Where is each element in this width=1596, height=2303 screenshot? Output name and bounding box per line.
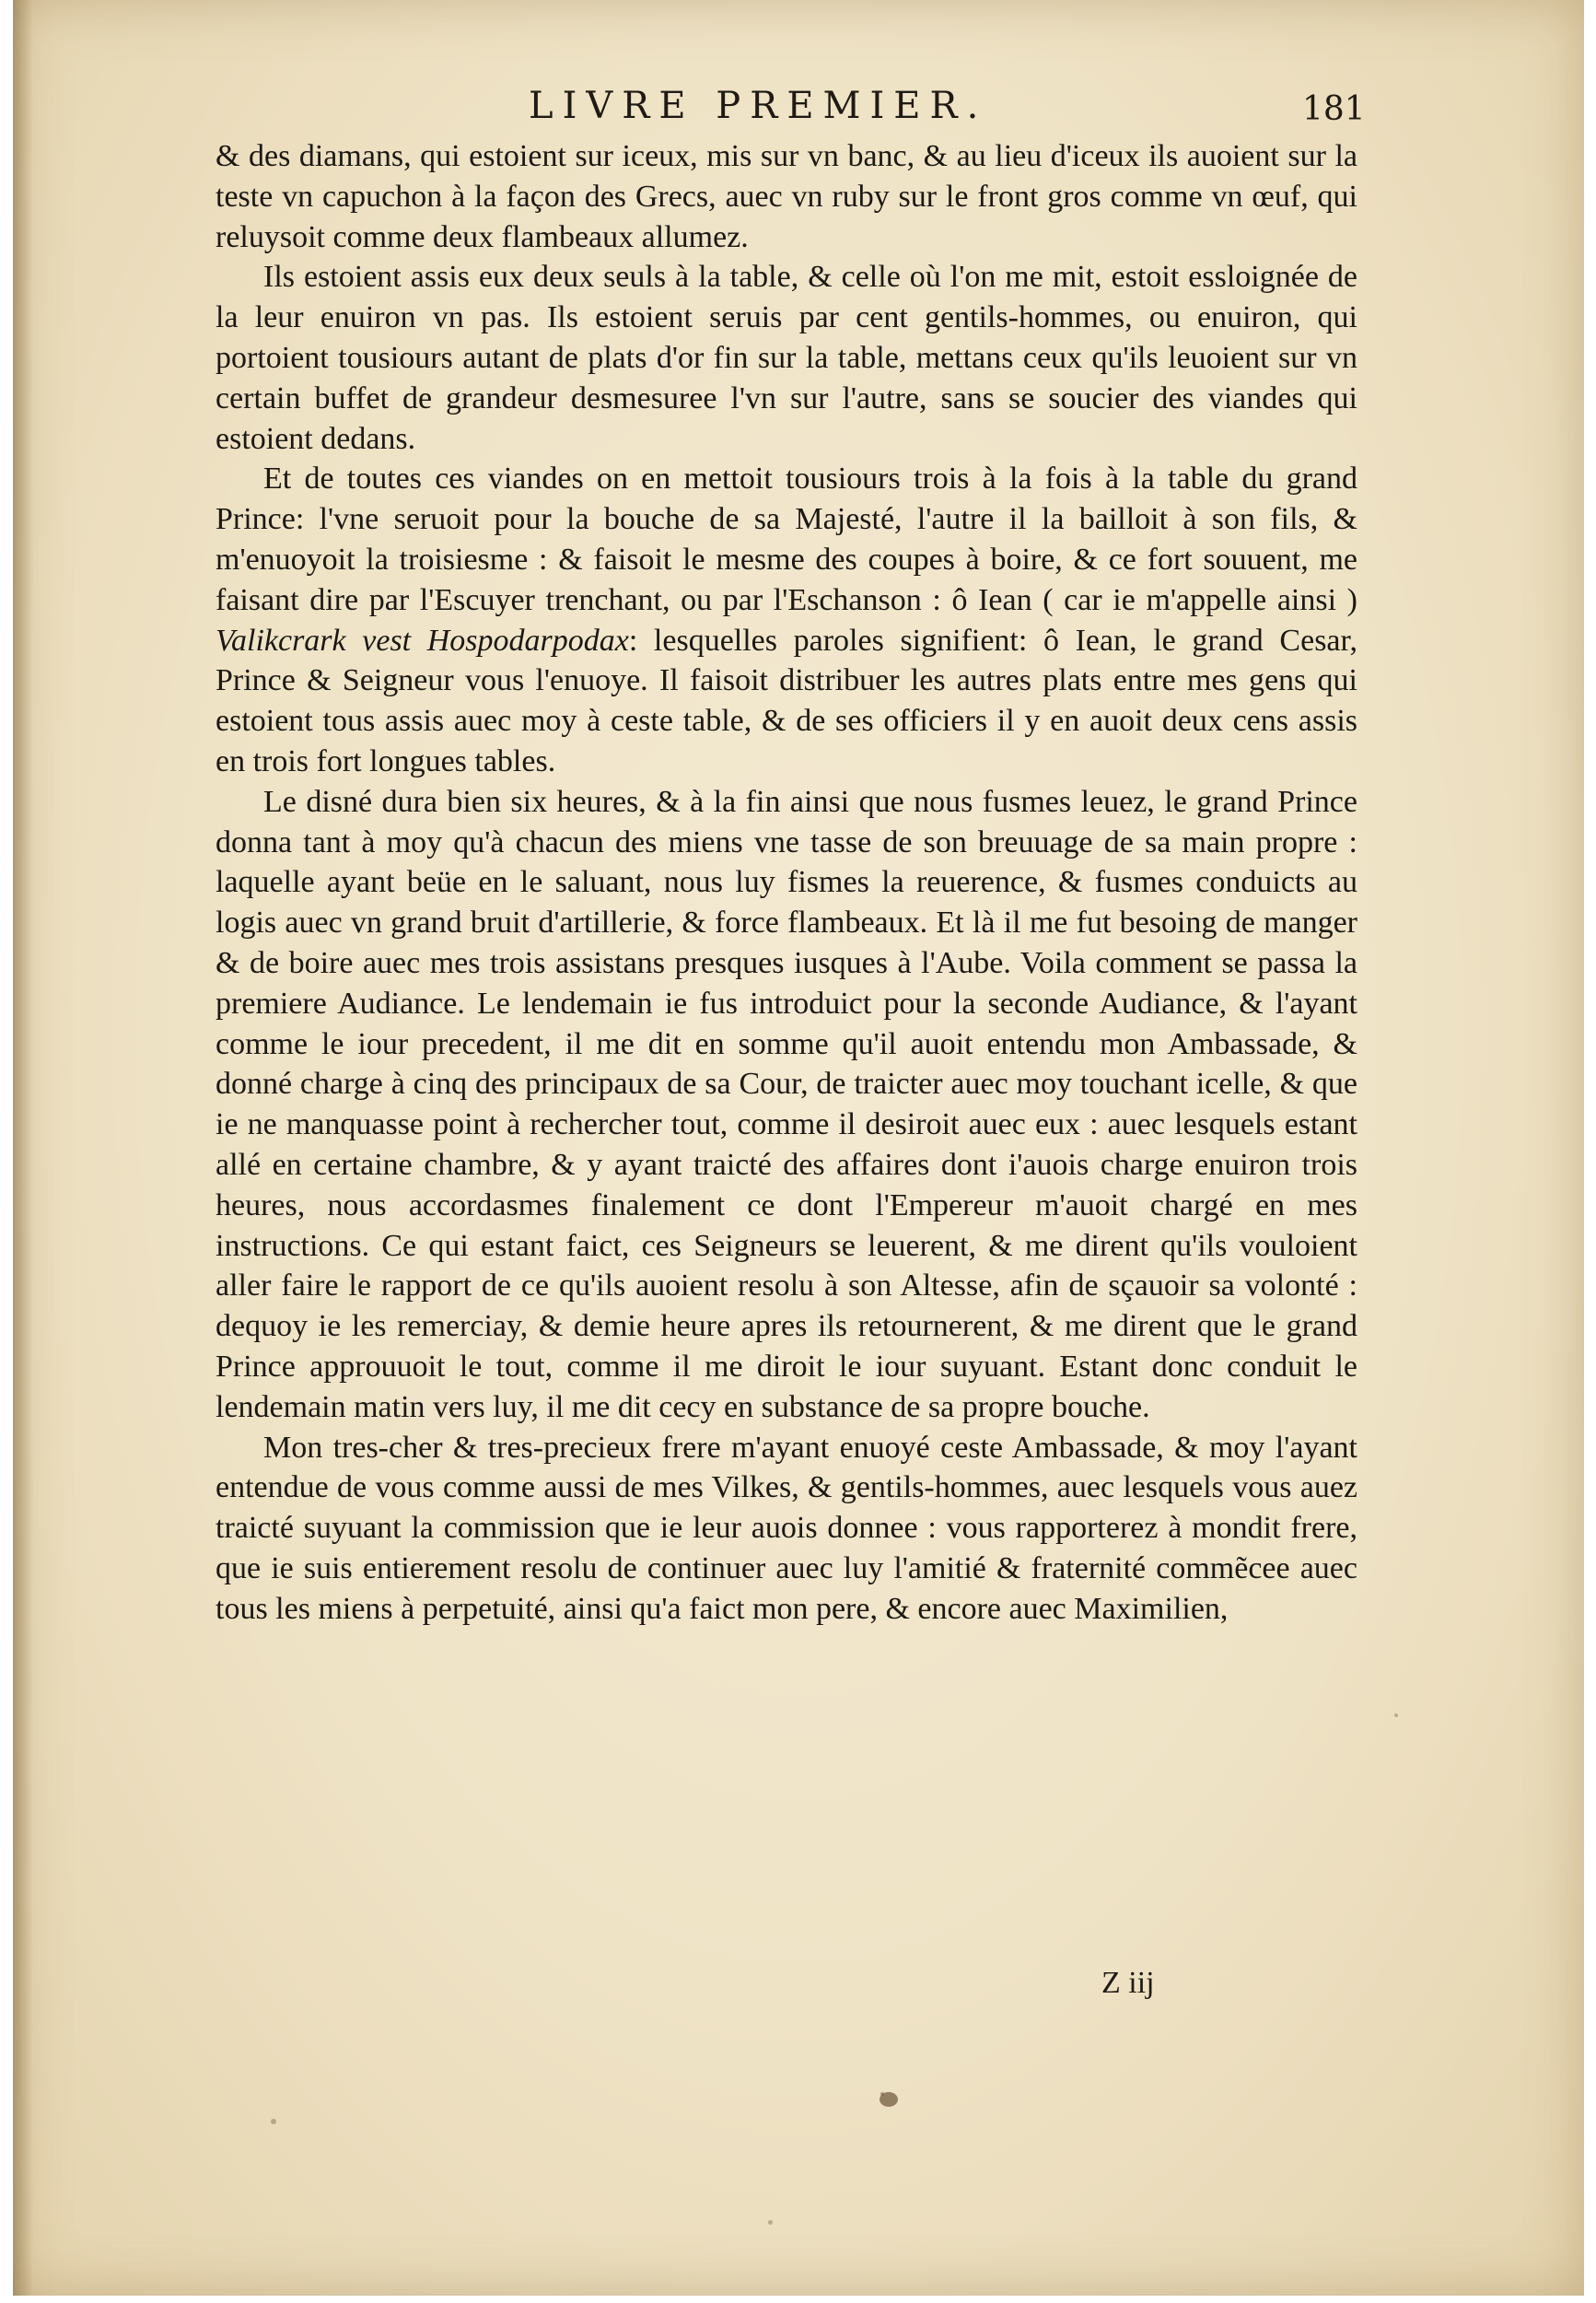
main-text bbox=[216, 136, 1357, 1629]
running-title: LIVRE PREMIER. bbox=[529, 85, 988, 127]
paper-spot bbox=[768, 2220, 773, 2225]
ink-blot-icon bbox=[877, 2089, 901, 2110]
paragraph-3-text: Et de toutes ces viandes on en mettoit tousiours trois à la fois à la table du grand Prince: l'vne seruoit pour la bouche de sa Majesté, l'autre il la bailloit à son fils, & m'enuoyoit la troisiesme : & faisoit le mesme des coupes à boire, & ce fort souuent, me faisant dire par l'Escuyer trenchant, ou par l'Eschanson : ô Iean ( car ie m'appelle ainsi ) bbox=[216, 462, 1357, 617]
paper-spot bbox=[271, 2119, 276, 2124]
italic-phrase: Valikcrark vest Hospodarpodax bbox=[216, 623, 629, 658]
paragraph-2: Ils estoient assis eux deux seuls à la table, & celle où l'on me mit, estoit essloignée de la leur enuiron vn pas. Ils estoient seruis par cent gentils-hommes, ou enuiron, qui portoient tousiours autant de plats d'or fin sur la table, mettans ceux qu'ils leuoient sur vn certain buffet de grandeur desmesuree l'vn sur l'autre, sans se soucier des viandes qui estoient dedans. bbox=[216, 260, 1357, 456]
paragraph-4: Le disné dura bien six heures, & à la fin ainsi que nous fusmes leuez, le grand Prince donna tant à moy qu'à chacun des miens vne tasse de son breuuage de sa main propre : laquelle ayant beüe en le saluant, nous luy fismes la reuerence, & fusmes conduicts au logis auec vn grand bruit d'artillerie, & force flambeaux. Et là il me fut besoing de manger & de boire auec mes trois assistans presques iusques à l'Aube. Voila comment se passa la premiere Audiance. Le lendemain ie fus introduict pour la seconde Audiance, & l'ayant comme le iour precedent, il me dit en somme qu'il auoit entendu mon Ambassade, & donné charge à cinq des principaux de sa Cour, de traicter auec moy touchant icelle, & que ie ne manquasse point à rechercher tout, comme il desiroit auec eux : auec lesquels estant allé en certaine chambre, & y ayant traicté des affaires dont i'auois charge enuiron trois heures, nous accordasmes finalement ce dont l'Empereur m'auoit chargé en mes instructions. Ce qui estant faict, ces Seigneurs se leuerent, & me dirent qu'ils vouloient aller faire le rapport de ce qu'ils auoient resolu à son Altesse, afin de sçauoir sa volonté : dequoy ie les remerciay, & demie heure apres ils retournerent, & me dirent que le grand Prince approuuoit le tout, comme il me diroit le iour suyuant. Estant donc conduit le lendemain matin vers luy, il me dit cecy en substance de sa propre bouche. bbox=[216, 784, 1357, 1424]
paragraph-1: & des diamans, qui estoient sur iceux, mis sur vn banc, & au lieu d'iceux ils auoient sur la teste vn capuchon à la façon des Grecs, auec vn ruby sur le front gros comme vn œuf, qui reluysoit comme deux flambeaux allumez. bbox=[216, 139, 1357, 254]
signature-mark: Z iij bbox=[1101, 1966, 1155, 2000]
page-number: 181 bbox=[1302, 90, 1366, 128]
paper-spot bbox=[1394, 1713, 1398, 1717]
paragraph-3-continuation: : lesquelles paroles signifient: ô Iean, le grand Cesar, Prince & Seigneur vous l'enuoye. Il faisoit distribuer les autres plats entre mes gens qui estoient tous assis auec moy à ceste table, & de ses officiers il y en auoit deux cens assis en trois fort longues tables. bbox=[216, 623, 1357, 778]
book-page bbox=[13, 0, 1584, 2296]
paragraph-5: Mon tres-cher & tres-precieux frere m'ayant enuoyé ceste Ambassade, & moy l'ayant entendue de vous comme aussi de mes Vilkes, & gentils-hommes, auec lesquels vous auez traicté suyuant la commission que ie leur auois donnee : vous rapporterez à mondit frere, que ie suis entierement resolu de continuer auec luy l'amitié & fraternité commẽcee auec tous les miens à perpetuité, ainsi qu'a faict mon pere, & encore auec Maximilien, bbox=[216, 1430, 1357, 1626]
paragraph-3 bbox=[216, 459, 1357, 781]
